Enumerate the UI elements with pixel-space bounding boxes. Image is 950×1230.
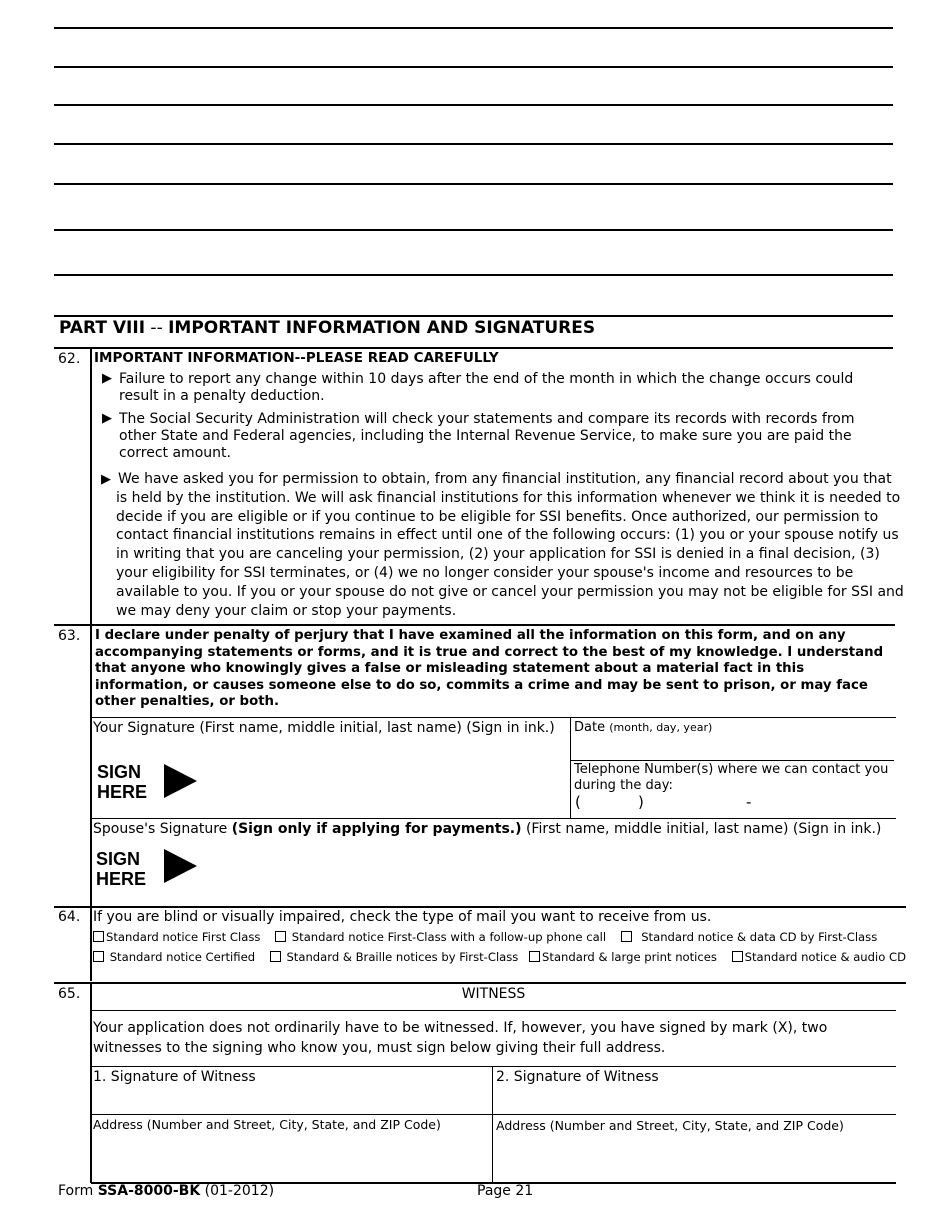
q63-declaration: I declare under penalty of perjury that I have examined all the information on this form, and on any accompanying statements or forms, and it is true and correct to the best of my knowledge. I understand that anyone who knowingly gives a false or misleading statement about a material fact in this information, or causes someone else to do so, commits a crime and may be sent to prison, or may face other penalties, or both. — [95, 628, 884, 710]
part-separator: -- — [145, 318, 169, 338]
checkbox[interactable] — [732, 951, 743, 962]
sign-word: SIGN — [96, 849, 141, 869]
mail-options-row-1 — [93, 930, 877, 945]
option-data-cd[interactable] — [621, 930, 877, 945]
date-field[interactable] — [574, 720, 712, 735]
option-braille[interactable] — [270, 950, 519, 965]
divider — [54, 624, 895, 626]
blank-line[interactable] — [54, 274, 893, 276]
divider — [492, 1067, 493, 1183]
q64-question: If you are blind or visually impaired, check the type of mail you want to receive from us. — [93, 909, 712, 925]
divider — [91, 818, 896, 819]
option-audio-cd[interactable] — [732, 950, 906, 965]
sign-arrow-icon — [164, 849, 197, 883]
spouse-signature-field[interactable] — [92, 840, 892, 902]
date-hint: (month, day, year) — [609, 721, 713, 734]
q62-bullet-2: The Social Security Administration will check your statements and compare its records with records from other State and Federal agencies, including the Internal Revenue Service, to make sure you are paid the correct amount. — [119, 411, 855, 461]
part-heading — [59, 318, 595, 338]
divider — [54, 906, 906, 908]
q62-bullet-3: We have asked you for permission to obtain, from any financial institution, any financial record about you that is held by the institution. We will ask financial institutions for this information whenever we think it is needed to decide if you are eligible or if you continue to be eligible for SSI benefits. Once authorized, our permission to contact financial institutions remains in effect until one of the following occurs: (1) you or your spouse notify us in writing that you are canceling your permission, (2) your application for SSI is denied in a final decision, (3) your eligibility for SSI terminates, or (4) we no longer consider your spouse's income and resources to be available to you. If you or your spouse do not give or cancel your permission you may not be eligible for SSI and we may deny your claim or stop your payments. — [116, 471, 904, 619]
phone-dash: - — [746, 793, 752, 811]
spouse-label-bold: (Sign only if applying for payments.) — [231, 821, 522, 837]
option-label: Standard & large print notices — [542, 950, 717, 964]
option-label: Standard notice & audio CD — [744, 950, 907, 964]
checkbox[interactable] — [93, 951, 104, 962]
bullet-arrow-icon: ▶ — [101, 472, 111, 487]
part-title: IMPORTANT INFORMATION AND SIGNATURES — [168, 318, 596, 338]
date-label: Date — [574, 720, 606, 735]
option-label: Standard notice Certified — [109, 950, 256, 964]
option-label: Standard notice First-Class with a follow-up phone call — [291, 930, 607, 944]
blank-line[interactable] — [54, 27, 893, 29]
sign-here-label — [96, 849, 146, 889]
spouse-signature-label — [93, 821, 881, 838]
checkbox[interactable] — [275, 931, 286, 942]
question-number: 63. — [58, 628, 81, 644]
blank-line[interactable] — [54, 104, 893, 106]
option-first-class-phone[interactable] — [275, 930, 606, 945]
bullet-arrow-icon: ▶ — [102, 371, 112, 386]
blank-line[interactable] — [54, 66, 893, 68]
form-prefix: Form — [58, 1183, 98, 1199]
option-large-print[interactable] — [529, 950, 717, 965]
form-id — [58, 1183, 274, 1199]
phone-input[interactable] — [660, 794, 890, 812]
witness2-address-field[interactable] — [496, 1135, 894, 1179]
divider — [91, 1114, 896, 1115]
sign-here-label — [97, 762, 147, 802]
checkbox[interactable] — [621, 931, 632, 942]
blank-line[interactable] — [54, 229, 893, 231]
phone-area-close: ) — [638, 793, 644, 811]
sign-word: SIGN — [97, 762, 142, 782]
witness1-address-label: Address (Number and Street, City, State, and ZIP Code) — [93, 1117, 441, 1132]
divider — [91, 1010, 896, 1011]
sign-arrow-icon — [164, 764, 197, 798]
witness2-signature-field[interactable] — [496, 1088, 894, 1112]
form-number: SSA-8000-BK — [97, 1183, 201, 1199]
q62-title: IMPORTANT INFORMATION--PLEASE READ CAREFULLY — [94, 350, 499, 366]
divider — [91, 1066, 896, 1067]
divider — [570, 718, 571, 818]
witness1-signature-field[interactable] — [93, 1088, 488, 1112]
spouse-label-start: Spouse's Signature — [93, 821, 232, 837]
blank-line[interactable] — [54, 143, 893, 145]
option-label: Standard notice & data CD by First-Class — [641, 930, 878, 944]
witness2-signature-label: 2. Signature of Witness — [496, 1069, 659, 1085]
part-label: PART VIII — [59, 318, 146, 338]
mail-options-row-2 — [93, 950, 906, 965]
here-word: HERE — [97, 782, 148, 802]
divider — [571, 760, 894, 761]
page-number: Page 21 — [477, 1183, 534, 1199]
question-number: 64. — [58, 909, 81, 925]
option-certified[interactable] — [93, 950, 255, 965]
phone-label: Telephone Number(s) where we can contact you during the day: — [574, 762, 889, 793]
spouse-label-end: (First name, middle initial, last name) (Sign in ink.) — [521, 821, 882, 837]
phone-area-open: ( — [575, 793, 581, 811]
your-signature-label: Your Signature (First name, middle initial, last name) (Sign in ink.) — [93, 720, 555, 736]
q62-bullet-1: Failure to report any change within 10 days after the end of the month in which the change occurs could result in a penalty deduction. — [119, 371, 854, 404]
option-label: Standard & Braille notices by First-Class — [286, 950, 519, 964]
question-number: 65. — [58, 986, 81, 1002]
witness1-signature-label: 1. Signature of Witness — [93, 1069, 256, 1085]
here-word: HERE — [96, 869, 147, 889]
divider — [91, 717, 896, 718]
witness2-address-label: Address (Number and Street, City, State, and ZIP Code) — [496, 1118, 844, 1133]
section-rule — [90, 983, 92, 1183]
checkbox[interactable] — [93, 931, 104, 942]
divider — [54, 347, 893, 349]
witness-title: WITNESS — [461, 986, 526, 1002]
option-first-class[interactable] — [93, 930, 260, 945]
checkbox[interactable] — [529, 951, 540, 962]
witness1-address-field[interactable] — [93, 1135, 488, 1179]
divider — [54, 315, 893, 317]
blank-line[interactable] — [54, 183, 893, 185]
option-label: Standard notice First Class — [106, 930, 261, 944]
divider — [54, 982, 906, 984]
form-date: (01-2012) — [200, 1183, 275, 1199]
question-number: 62. — [58, 351, 81, 367]
witness-text: Your application does not ordinarily have to be witnessed. If, however, you have signed by mark (X), two witnesses to the signing who know you, must sign below giving their full address. — [93, 1020, 828, 1056]
bullet-arrow-icon: ▶ — [102, 411, 112, 426]
checkbox[interactable] — [270, 951, 281, 962]
your-signature-field[interactable] — [92, 741, 562, 813]
